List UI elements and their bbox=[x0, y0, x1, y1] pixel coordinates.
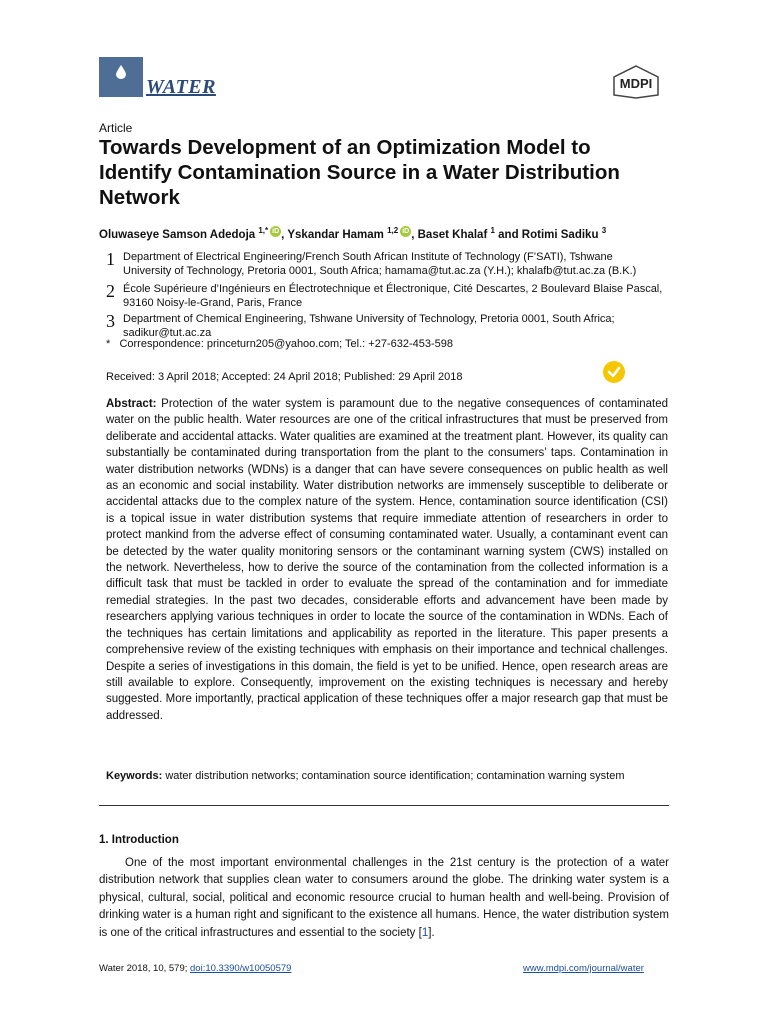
abstract-text: Protection of the water system is paramount due to the negative consequences of contaminated water on the public health. Water resources are one of the critical infrastructures that must be preserved from deliberate and accidental attacks. Water qualities are examined at the treatment plant. However, its quality can substantially be contaminated during transportation from the plant to the consumers’ taps. Contamination in water distribution networks (WDNs) is a danger that can have severe consequences on public health as well as an economic and social instability. Water distribution networks are immensely susceptible to deliberate or accidental attacks due to the complex nature of the system. Hence, contamination source identification (CSI) is a topical issue in water distribution systems that require immediate attention of researchers in order to protect mankind from the adverse effect of consuming contaminated water. Usually, a contaminant event can be detected by the water quality monitoring sensors or the contaminant warning system (CWS) installed on the network. Nevertheless, how to derive the source of the contamination from the collected information is a difficult task that must be tackled in order to evaluate the spread of the contamination and for immediate remedial strategies. In the past two decades, considerable efforts and advancement have been made by researchers applying various techniques in order to locate the source of the contamination in WDNs. Each of the techniques has certain limitations and applicability as reported in the literature. This paper presents a comprehensive review of the existing techniques with emphasis on their importance and technical challenges. Despite a series of investigations in this domain, the field is yet to be unified. Hence, open research areas are still available to explore. Consequently, improvement on the existing techniques is necessary and hereby suggested. More importantly, practical application of these techniques offer a major research gap that must be addressed. bbox=[106, 398, 668, 722]
abstract-label: Abstract: bbox=[106, 398, 157, 410]
keywords-text: water distribution networks; contamination source identification; contamination warning system bbox=[165, 770, 625, 782]
orcid-icon[interactable]: iD bbox=[402, 228, 410, 235]
journal-url-link[interactable]: www.mdpi.com/journal/water bbox=[523, 963, 644, 974]
correspondence: * Correspondence: princeturn205@yahoo.com; Tel.: +27-632-453-598 bbox=[106, 338, 453, 350]
affiliation-text: Department of Electrical Engineering/French South African Institute of Technology (F’SATI), Tshwane University of Technology, Pretoria 0001, South Africa; hamama@tut.ac.za (Y.H.); khalafb@tut.ac.za (B.K.) bbox=[123, 251, 637, 277]
author-affiliation-sup: 1,2 bbox=[387, 226, 399, 235]
doi-link[interactable]: doi:10.3390/w10050579 bbox=[190, 963, 292, 974]
orcid-icon[interactable]: iD bbox=[272, 228, 280, 235]
author-list bbox=[99, 226, 699, 241]
mdpi-logo bbox=[612, 65, 660, 99]
keywords-label: Keywords: bbox=[106, 770, 163, 782]
author-separator: , bbox=[411, 228, 415, 241]
section-heading: 1. Introduction bbox=[99, 834, 179, 846]
journal-logo bbox=[99, 57, 143, 97]
author-name: Yskandar Hamam bbox=[287, 228, 384, 241]
keywords bbox=[106, 770, 668, 782]
citation-link[interactable]: 1 bbox=[421, 926, 429, 939]
author-name: Baset Khalaf bbox=[417, 228, 488, 241]
author-name: Oluwaseye Samson Adedoja bbox=[99, 228, 256, 241]
affiliation-number: 2 bbox=[106, 281, 115, 301]
intro-end: ]. bbox=[428, 926, 435, 939]
water-drop-icon bbox=[116, 65, 126, 79]
affiliation-number: 3 bbox=[106, 311, 115, 331]
author-separator: , bbox=[281, 228, 285, 241]
author-separator: and bbox=[494, 228, 519, 241]
section-divider bbox=[99, 805, 669, 806]
publication-dates: Received: 3 April 2018; Accepted: 24 April 2018; Published: 29 April 2018 bbox=[106, 371, 463, 383]
affiliation-number: 1 bbox=[106, 249, 115, 269]
article-type: Article bbox=[99, 121, 133, 135]
abstract bbox=[106, 396, 668, 724]
author-affiliation-sup: 3 bbox=[601, 226, 607, 235]
intro-text: One of the most important environmental challenges in the 21st century is the protection of a water distribution network that supplies clean water to consumers around the globe. The drinking water system is a physical, cultural, social, political and economic resource crucial to human health and well-being. Provision of drinking water is a human right and significant to the existence all humans. Hence, the water distribution system is one of the critical infrastructures and essential to the society [ bbox=[99, 857, 669, 939]
author-name: Rotimi Sadiku bbox=[521, 228, 599, 241]
author-affiliation-sup: 1,* bbox=[258, 226, 269, 235]
footer-citation bbox=[99, 963, 291, 974]
journal-name-link[interactable]: WATER bbox=[146, 76, 216, 98]
author-affiliation-sup: 1 bbox=[490, 226, 495, 235]
affiliation-text: École Supérieure d’Ingénieurs en Électrotechnique et Électronique, Cité Descartes, 2 Boulevard Blaise Pascal, 93160 Noisy-le-Grand, Paris, France bbox=[123, 283, 663, 309]
paper-title: Towards Development of an Optimization Model to Identify Contamination Source in a Water Distribution Network bbox=[99, 136, 620, 209]
affiliation-text: Department of Chemical Engineering, Tshwane University of Technology, Pretoria 0001, South Africa; sadikur@tut.ac.za bbox=[123, 313, 615, 339]
check-for-updates-icon[interactable] bbox=[603, 361, 625, 383]
citation-text: Water 2018, 10, 579; bbox=[99, 963, 188, 974]
publisher-logo-text: MDPI bbox=[619, 76, 653, 91]
introduction-paragraph bbox=[99, 855, 669, 942]
